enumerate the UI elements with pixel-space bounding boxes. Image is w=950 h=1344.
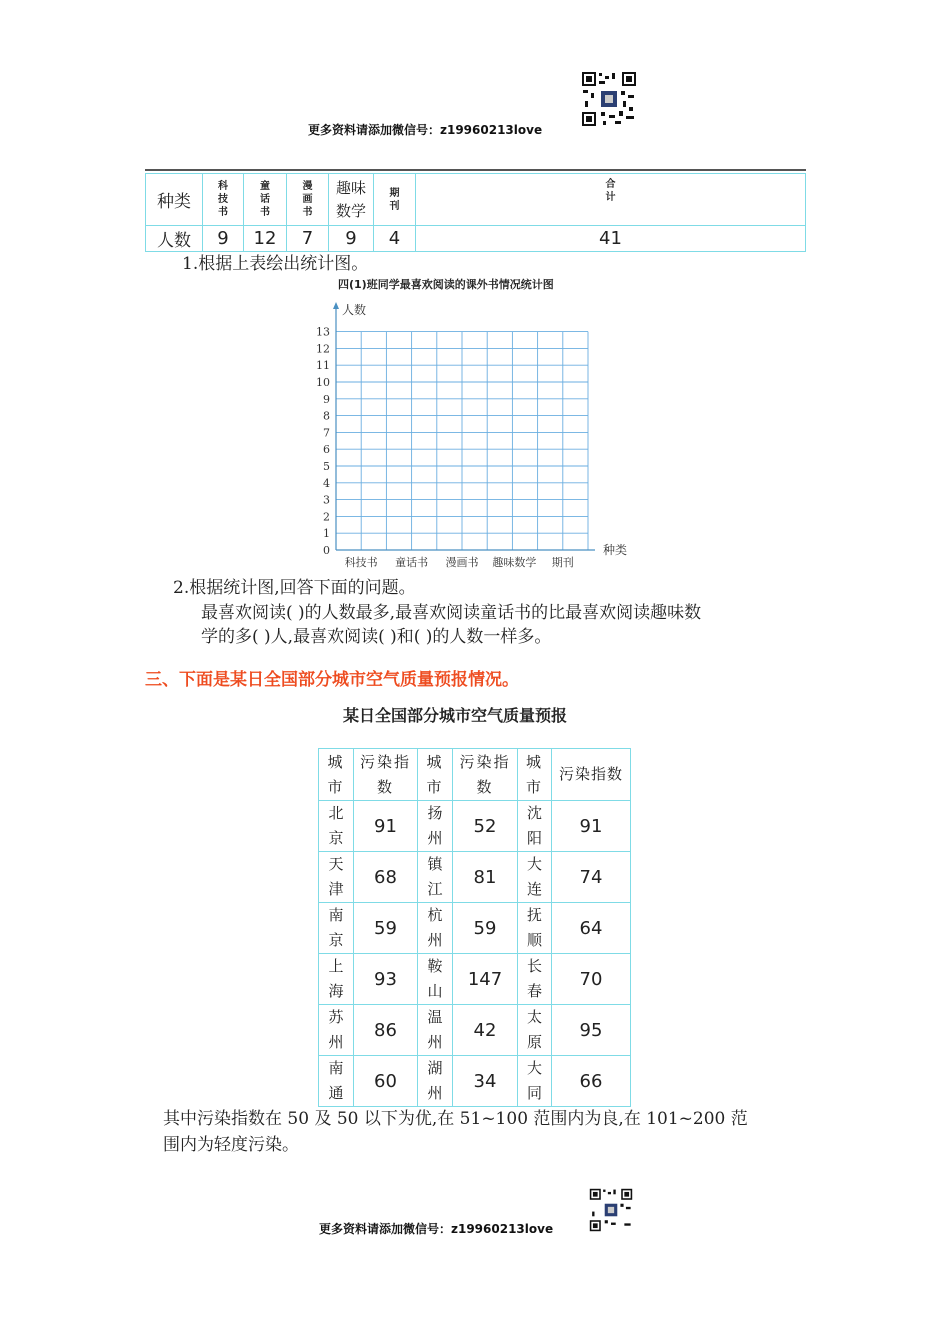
table-row [319,852,631,903]
y-tick-label: 12 [316,342,330,356]
table-row [319,954,631,1005]
city-char: 苏 [328,1008,344,1026]
value-cell: 9 [203,226,244,252]
header-text: 市 [525,777,543,796]
city-char: 湖 [427,1059,443,1077]
header-text: 污染指 [359,752,411,771]
table-row [319,1056,631,1107]
pollution-index-cell: 52 [453,801,518,852]
city-cell [518,954,552,1005]
watermark-text: 更多资料请添加微信号：z19960213love [308,123,543,137]
city-char: 春 [526,982,542,1000]
y-axis-label: 人数 [342,303,367,317]
pollution-index-cell: 91 [552,801,631,852]
pollution-index-cell: 81 [453,852,518,903]
city-cell [518,801,552,852]
city-char: 北 [328,804,344,822]
air-quality-rows [319,801,631,1107]
qr-code-top [581,71,637,131]
table-row [146,174,806,226]
city-cell [418,903,453,954]
city-char: 镇 [427,855,443,873]
header-cell [244,174,287,226]
pollution-index-cell: 60 [354,1056,418,1107]
city-char: 山 [427,982,443,1000]
city-char: 鞍 [427,957,443,975]
city-char: 京 [328,931,344,949]
section-3-heading: 三、下面是某日全国部分城市空气质量预报情况。 [145,670,519,690]
city-char: 州 [427,1084,443,1102]
y-axis-arrow-icon [333,302,339,309]
city-char: 州 [427,829,443,847]
pollution-index-cell: 59 [354,903,418,954]
y-tick-label: 4 [323,476,330,490]
y-tick-label: 10 [316,376,330,389]
y-tick-label: 1 [323,527,330,541]
city-char: 长 [526,957,542,975]
header-text: 城 [525,752,543,771]
header-cell [203,174,244,226]
pollution-index-cell: 74 [552,852,631,903]
y-tick-labels [316,326,330,557]
col-label: 科技书 [218,181,228,218]
question-1: 1.根据上表绘出统计图。 [182,254,369,274]
header-text: 数 [476,777,494,796]
city-char: 同 [526,1084,542,1102]
section-3-subtitle: 某日全国部分城市空气质量预报 [343,706,568,725]
col-label: 期刊 [389,187,400,212]
chart-grid [336,332,588,550]
x-tick-label: 漫画书 [445,556,479,569]
x-tick-label: 童话书 [395,556,429,569]
header-cell [287,174,329,226]
pollution-index-cell: 93 [354,954,418,1005]
city-cell [518,852,552,903]
table-row [319,903,631,954]
header-text: 市 [327,777,345,796]
city-char: 南 [328,906,344,924]
x-axis-label: 种类 [603,543,628,557]
city-char: 温 [427,1008,443,1026]
city-char: 通 [328,1084,344,1102]
y-tick-label: 2 [323,510,330,524]
bar-chart [300,296,640,574]
note-line-2: 围内为轻度污染。 [163,1135,299,1155]
city-char: 大 [526,855,542,873]
pollution-index-cell: 91 [354,801,418,852]
table-row [146,226,806,252]
city-cell [319,801,354,852]
city-cell [418,954,453,1005]
city-char: 连 [526,880,542,898]
x-tick-label: 期刊 [551,556,574,569]
y-tick-label: 6 [323,443,330,457]
x-tick-label: 趣味数学 [492,556,537,569]
city-char: 太 [526,1008,542,1026]
city-char: 海 [328,982,344,1000]
city-char: 抚 [526,906,542,924]
city-cell [319,852,354,903]
value-cell: 4 [374,226,416,252]
city-cell [418,1005,453,1056]
question-2-line-1: 最喜欢阅读( )的人数最多,最喜欢阅读童话书的比最喜欢阅读趣味数 [201,603,702,623]
pollution-index-cell: 147 [453,954,518,1005]
y-tick-label: 11 [316,359,330,373]
city-cell [518,903,552,954]
pollution-index-cell: 68 [354,852,418,903]
table-row [319,801,631,852]
qr-code-bottom [589,1188,633,1236]
note-line-1: 其中污染指数在 50 及 50 以下为优,在 51~100 范围内为良,在 101~200 范 [163,1109,748,1129]
col-label: 合计 [605,179,616,203]
city-char: 原 [526,1033,542,1051]
col-label: 趣味数学 [335,178,366,220]
header-cell [329,174,374,226]
x-tick-labels [345,555,574,569]
city-cell [418,1056,453,1107]
header-text: 城 [426,752,444,771]
value-cell: 12 [244,226,287,252]
col-label: 漫画书 [302,181,313,218]
header-text: 城 [327,752,345,771]
city-cell [319,1056,354,1107]
city-char: 州 [427,931,443,949]
city-char: 州 [427,1033,443,1051]
y-tick-label: 0 [323,544,330,557]
city-char: 杭 [427,906,443,924]
city-char: 扬 [427,804,443,822]
city-char: 沈 [526,804,542,822]
pollution-index-cell: 86 [354,1005,418,1056]
header-cell: 污染指数 [552,749,631,801]
y-tick-label: 9 [323,392,330,406]
y-tick-label: 3 [323,493,330,507]
city-char: 上 [328,957,344,975]
city-char: 南 [328,1059,344,1077]
header-text: 污染指 [459,752,511,771]
city-char: 京 [328,829,344,847]
qr-code-icon [589,1188,633,1232]
pollution-index-cell: 95 [552,1005,631,1056]
value-cell: 7 [287,226,329,252]
header-cell [319,749,354,801]
y-tick-label: 7 [323,426,330,440]
city-char: 江 [427,880,443,898]
reading-table [145,173,806,252]
y-tick-label: 13 [316,325,330,339]
header-text: 市 [426,777,444,796]
city-cell [418,852,453,903]
header-cell [354,749,418,801]
city-char: 顺 [526,931,542,949]
header-text: 数 [376,777,394,796]
city-char: 州 [328,1033,344,1051]
header-cell [453,749,518,801]
y-tick-label: 5 [323,460,330,473]
city-cell [319,954,354,1005]
city-char: 大 [526,1059,542,1077]
header-cell [518,749,552,801]
pollution-index-cell: 42 [453,1005,518,1056]
watermark-text: 更多资料请添加微信号：z19960213love [319,1222,554,1236]
question-2-line-2: 学的多( )人,最喜欢阅读( )和( )的人数一样多。 [201,627,552,647]
pollution-index-cell: 70 [552,954,631,1005]
row-header-cell: 人数 [146,226,203,252]
col-label: 童话书 [260,181,270,218]
city-char: 天 [328,855,344,873]
city-cell [319,903,354,954]
city-cell [319,1005,354,1056]
pollution-index-cell: 66 [552,1056,631,1107]
header-cell: 种类 [146,174,203,226]
top-rule [145,169,806,171]
pollution-index-cell: 34 [453,1056,518,1107]
header-cell [418,749,453,801]
air-quality-table [318,748,631,1107]
x-tick-label: 科技书 [344,556,378,569]
y-tick-label: 8 [323,409,330,423]
value-cell: 41 [416,226,806,252]
qr-code-icon [581,71,637,127]
city-cell [418,801,453,852]
pollution-index-cell: 64 [552,903,631,954]
table-row [319,1005,631,1056]
city-char: 阳 [526,829,542,847]
table-row [319,749,631,801]
city-char: 津 [328,880,344,898]
header-cell [416,174,806,226]
header-cell [374,174,416,226]
value-cell: 9 [329,226,374,252]
city-cell [518,1056,552,1107]
pollution-index-cell: 59 [453,903,518,954]
question-2-title: 2.根据统计图,回答下面的问题。 [173,578,416,598]
city-cell [518,1005,552,1056]
chart-title: 四(1)班同学最喜欢阅读的课外书情况统计图 [338,278,554,291]
